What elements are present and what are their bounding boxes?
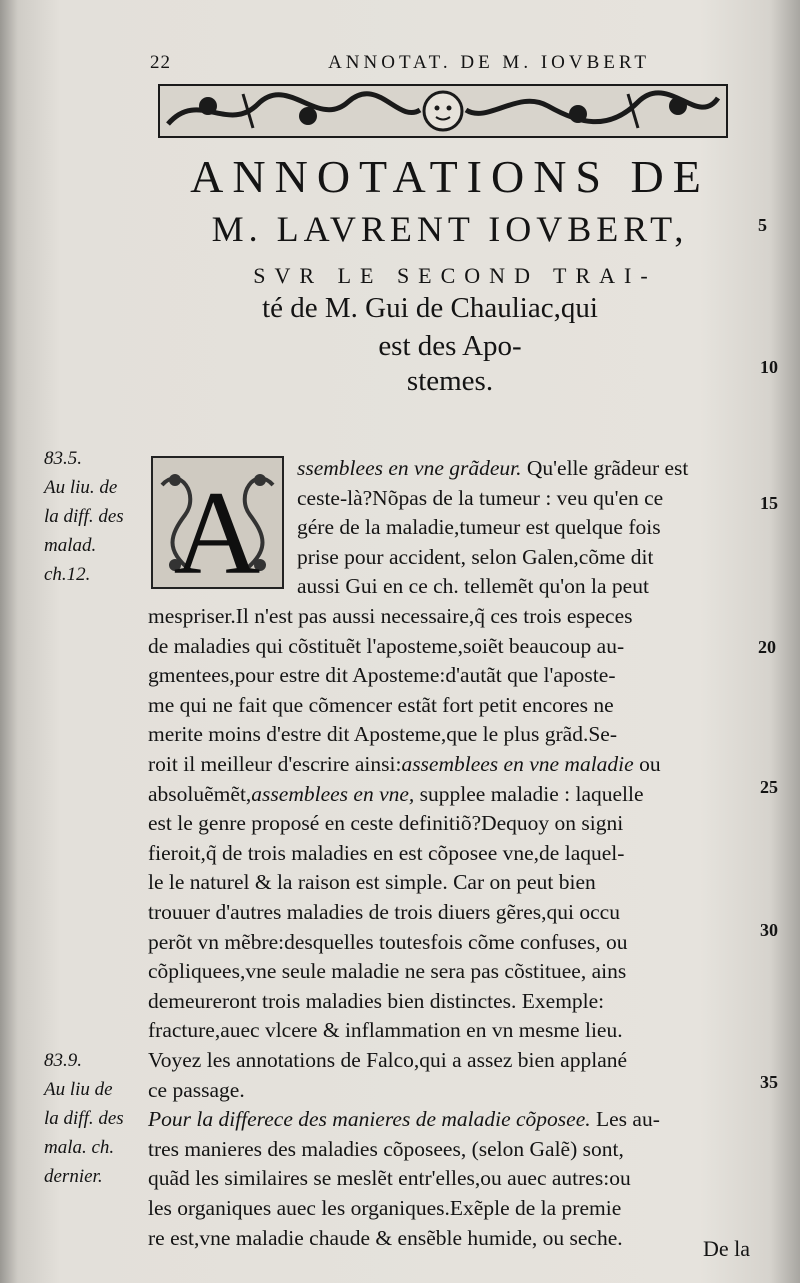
italic-segment: assemblees en vne maladie: [401, 752, 634, 776]
catchword: De la: [702, 1236, 750, 1261]
margin-note-ref: 83.9.: [44, 1050, 82, 1071]
body-line: [297, 515, 757, 540]
body-line: [148, 900, 758, 925]
line-number: 5: [758, 215, 767, 235]
title-line-4: té de M. Gui de Chauliac,qui: [262, 292, 598, 324]
text-segment: est le genre proposé en ceste definitiõ?Dequoy on signi: [148, 811, 624, 836]
text-segment: supplee maladie : laquelle: [414, 781, 644, 806]
body-line: [148, 930, 758, 955]
text-segment: ceste-là?Nõpas de la tumeur : veu qu'en ce: [297, 485, 664, 510]
body-line: [148, 841, 758, 866]
text-segment: Les au-: [590, 1107, 660, 1132]
margin-note-1: [44, 444, 152, 589]
line-number: 20: [758, 637, 776, 657]
text-segment: merite moins d'estre dit Aposteme,que le plus grãd.Se-: [148, 722, 618, 747]
text-segment: gmentees,pour estre dit Aposteme:d'autãt que l'aposte-: [148, 663, 616, 688]
margin-note-line: la diff. des: [44, 1108, 124, 1129]
decorated-initial: [150, 455, 285, 590]
title-line-5: est des Apo-: [378, 330, 522, 362]
text-segment: ou: [633, 752, 661, 776]
text-segment: fieroit,q̃ de trois maladies en est cõposee vne,de laquel-: [148, 840, 625, 865]
body-line: [148, 1107, 758, 1132]
text-segment: ce passage.: [148, 1077, 245, 1102]
line-number: 10: [760, 357, 778, 377]
text-segment: Voyez les annotations de Falco,qui a assez bien applané: [148, 1048, 628, 1072]
body-line: [148, 1166, 758, 1191]
body-line: [297, 574, 757, 599]
body-line: [148, 1226, 758, 1251]
line-number: 15: [760, 493, 778, 513]
body-line: [148, 693, 758, 718]
decorative-headpiece: [158, 84, 728, 138]
title-line-1: ANNOTATIONS DE: [190, 151, 710, 202]
body-line: [148, 722, 758, 747]
margin-note-line: dernier.: [44, 1166, 103, 1187]
body-line: [148, 1018, 758, 1043]
text-segment: me qui ne fait que cõmencer estãt fort petit encores ne: [148, 692, 614, 717]
body-line: [148, 604, 758, 629]
italic-segment: ssemblees en vne grãdeur.: [297, 456, 522, 480]
title-line-6: stemes.: [406, 365, 494, 397]
text-segment: trouuer d'autres maladies de trois diuers gẽres,qui occu: [148, 900, 620, 924]
body-line: [297, 545, 757, 570]
text-segment: tres manieres des maladies cõposees, (selon Galẽ) sont,: [148, 1136, 624, 1161]
text-segment: roit il meilleur d'escrire ainsi:: [148, 752, 402, 776]
body-line: [148, 663, 758, 688]
text-segment: perõt vn mẽbre:desquelles toutesfois cõme confuses, ou: [148, 929, 628, 954]
body-line: [297, 486, 757, 511]
initial-letter: A: [173, 466, 261, 590]
margin-note-line: la diff. des: [44, 506, 124, 527]
text-segment: re est,vne maladie chaude & ensẽble humide, ou seche.: [148, 1225, 623, 1250]
body-line: [148, 1078, 758, 1103]
body-line: [148, 811, 758, 836]
folio-number: 22: [150, 52, 171, 73]
body-line: [148, 1048, 758, 1073]
body-line: [148, 870, 758, 895]
text-segment: Qu'elle grãdeur est: [521, 456, 689, 480]
title-line-2: M. LAVRENT IOVBERT,: [211, 209, 689, 249]
margin-note-line: ch.12.: [44, 564, 91, 585]
text-segment: quãd les similaires se meslẽt entr'elles,ou auec autres:ou: [148, 1166, 631, 1191]
text-segment: absoluẽmẽt,: [148, 781, 252, 806]
running-head-title: ANNOTAT. DE M. IOVBERT: [328, 52, 650, 73]
body-line: [148, 752, 758, 777]
text-segment: le le naturel & la raison est simple. Car on peut bien: [148, 870, 596, 895]
margin-note-line: malad.: [44, 535, 97, 556]
line-number: 30: [760, 920, 778, 940]
running-head: [150, 52, 650, 74]
body-line: [148, 989, 758, 1014]
text-segment: cõpliquees,vne seule maladie ne sera pas cõstituee, ains: [148, 959, 627, 984]
text-segment: aussi Gui en ce ch. tellemẽt qu'on la peut: [297, 574, 649, 599]
text-segment: fracture,auec vlcere & inflammation en vn mesme lieu.: [148, 1018, 623, 1043]
text-segment: demeureront trois maladies bien distinctes. Exemple:: [148, 988, 605, 1013]
margin-note-ref: 83.5.: [44, 448, 82, 469]
text-segment: de maladies qui cõstituẽt l'aposteme,soiẽt beaucoup au-: [148, 633, 625, 658]
text-segment: prise pour accident, selon Galen,cõme dit: [297, 544, 654, 569]
margin-note-line: mala. ch.: [44, 1137, 115, 1158]
body-line: [148, 782, 758, 807]
italic-segment: assemblees en vne,: [251, 781, 415, 806]
line-number: 25: [760, 777, 778, 797]
text-segment: les organiques auec les organiques.Exẽple de la premie: [148, 1196, 622, 1220]
body-line: [297, 456, 757, 481]
italic-segment: Pour la differece des manieres de maladie cõposee.: [148, 1107, 591, 1132]
margin-note-line: Au liu. de: [44, 477, 118, 498]
decorated-initial-frame: [150, 455, 285, 590]
text-segment: gére de la maladie,tumeur est quelque fois: [297, 515, 661, 540]
body-line: [148, 634, 758, 659]
body-line: [148, 1137, 758, 1162]
body-line: [148, 959, 758, 984]
margin-note-2: [44, 1046, 152, 1191]
line-number: 35: [760, 1072, 778, 1092]
title-line-3: SVR LE SECOND TRAI-: [253, 263, 657, 288]
margin-note-line: Au liu de: [44, 1079, 113, 1100]
body-line: [148, 1196, 758, 1221]
text-segment: mespriser.Il n'est pas aussi necessaire,q̃ ces trois especes: [148, 604, 633, 628]
